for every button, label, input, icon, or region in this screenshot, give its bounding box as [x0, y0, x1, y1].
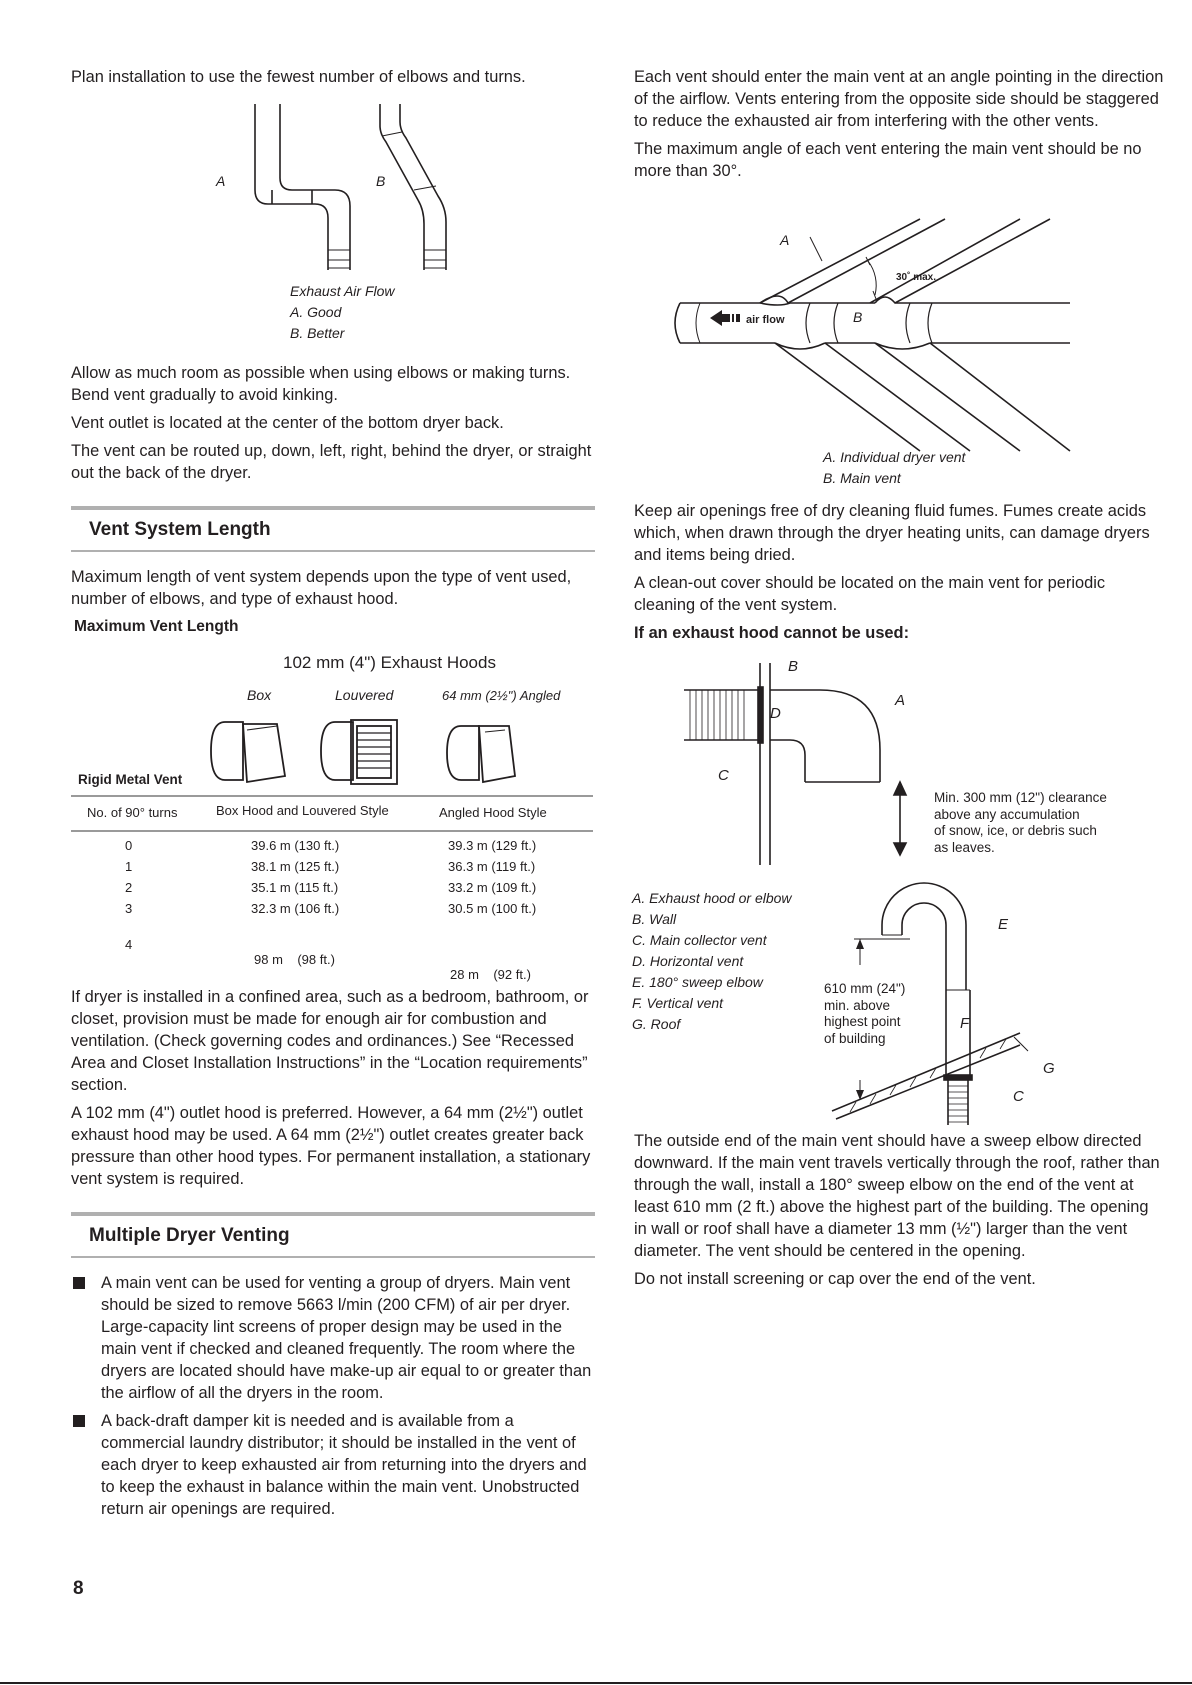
col-box-header: Box Hood and Louvered Style	[216, 803, 389, 818]
hoods-title: 102 mm (4") Exhaust Hoods	[283, 653, 496, 672]
hood-angled-label: 64 mm (2½") Angled	[442, 688, 561, 703]
main-vent-figure	[670, 215, 1080, 455]
cell-box: 32.3 m (106 ft.)	[251, 901, 340, 916]
fig2-label-b: B	[853, 309, 863, 325]
fig1-caption	[290, 281, 395, 344]
hood-icons	[205, 716, 555, 791]
fig3-label-c: C	[718, 767, 729, 784]
col-turns-header: No. of 90° turns	[87, 805, 178, 820]
cell-box: 98 m (98 ft.)	[254, 952, 335, 967]
fig4-label-c: C	[1013, 1088, 1024, 1105]
fig3-label-d: D	[770, 705, 781, 722]
clearance-line: above any accumulation	[934, 806, 1080, 822]
page-bottom-rule	[0, 1682, 1192, 1684]
legend-item: D. Horizontal vent	[632, 953, 744, 969]
rigid-metal-vent-label: Rigid Metal Vent	[78, 772, 183, 787]
dimension-arrow-icon	[856, 939, 864, 949]
confined-area-text: If dryer is installed in a confined area, such as a bedroom, bathroom, or closet, provision must be made for enough air for combustion and ventilation. (Check governing codes and ordinances.) See “Recessed Area and Closet Installation Instructions” in the “Location requirements” section.	[71, 988, 589, 1094]
right-body-2	[634, 1130, 1164, 1296]
cell-angled: 39.3 m (129 ft.)	[448, 838, 537, 853]
elbow-text: Allow as much room as possible when using elbows or making turns. Bend vent gradually to avoid kinking.	[71, 364, 571, 404]
bullet-damper-text: A back-draft damper kit is needed and is available from a commercial laundry distributor; it should be installed in the vent of each dryer to keep exhausted air from returning into the dryers and to keep the exhaust in balance within the main vent. Unobstructed return air openings are required.	[101, 1412, 587, 1518]
roof-height-note	[824, 981, 905, 1047]
fig4-label-f: F	[960, 1015, 970, 1032]
cell-turns: 1	[125, 859, 133, 874]
fig4-label-g: G	[1043, 1060, 1055, 1077]
cell-box: 39.6 m (130 ft.)	[251, 838, 340, 853]
fig1-caption-a: A. Good	[290, 304, 342, 320]
fig2-angle-label: 30˚ max.	[896, 272, 937, 283]
fig2-caption-b: B. Main vent	[823, 470, 901, 486]
fig3-label-b: B	[788, 658, 799, 675]
vent-length-text: Maximum length of vent system depends upon the type of vent used, number of elbows, and type of exhaust hood.	[71, 568, 572, 608]
max-angle-text: The maximum angle of each vent entering the main vent should be no more than 30°.	[634, 140, 1142, 180]
vent-angle-text: Each vent should enter the main vent at an angle pointing in the direction of the airflow. Vents entering from the opposite side should be staggered to reduce the exhausted air from interfering with the other vents.	[634, 68, 1164, 130]
col-angled-header: Angled Hood Style	[439, 805, 547, 820]
fig2-caption	[823, 447, 965, 489]
cell-box: 35.1 m (115 ft.)	[251, 880, 339, 895]
left-body-1	[71, 362, 595, 644]
cell-turns: 3	[125, 901, 133, 916]
roof-note-line: min. above	[824, 997, 891, 1013]
bullet-square-icon	[73, 1415, 85, 1427]
fumes-text: Keep air openings free of dry cleaning fluid fumes. Fumes create acids which, when drawn through the dryer heating units, can damage dryers and items being dried.	[634, 502, 1150, 564]
right-body-1	[634, 500, 1164, 650]
legend-item: C. Main collector vent	[632, 932, 767, 948]
fig2-caption-a: A. Individual dryer vent	[823, 449, 966, 465]
outlet-location-text: Vent outlet is located at the center of the bottom dryer back.	[71, 414, 504, 432]
bullet-square-icon	[73, 1277, 85, 1289]
legend-item: B. Wall	[632, 911, 677, 927]
bullet-main-vent	[71, 1272, 595, 1404]
left-column	[71, 66, 595, 94]
cell-angled: 33.2 m (109 ft.)	[448, 880, 537, 895]
routing-text: The vent can be routed up, down, left, right, behind the dryer, or straight out the back of the dryer.	[71, 442, 592, 482]
hood-louvered-label: Louvered	[335, 687, 394, 703]
fig3-legend	[632, 888, 792, 1035]
section-vent-system-length: Vent System Length	[71, 506, 595, 552]
cell-box: 38.1 m (125 ft.)	[251, 859, 340, 874]
page-number: 8	[73, 1578, 84, 1599]
fig4-label-e: E	[998, 916, 1009, 933]
section-multiple-dryer-venting: Multiple Dryer Venting	[71, 1212, 595, 1258]
legend-item: A. Exhaust hood or elbow	[632, 890, 792, 906]
cell-angled: 30.5 m (100 ft.)	[448, 901, 537, 916]
fig1-caption-title: Exhaust Air Flow	[290, 283, 395, 299]
fig1-caption-b: B. Better	[290, 325, 345, 341]
cell-angled: 36.3 m (119 ft.)	[448, 859, 536, 874]
venting-bullets	[71, 1272, 595, 1520]
fig3-label-a: A	[895, 692, 906, 709]
sweep-elbow-text: The outside end of the main vent should have a sweep elbow directed downward. If the main vent travels vertically through the roof, rather than through the wall, install a 180° sweep elbow on the end of the vent at least 610 mm (2 ft.) above the highest part of the building. The opening in wall or roof shall have a diameter 13 mm (½") larger than the vent diameter. The vent should be centered in the opening.	[634, 1132, 1160, 1260]
clearance-line: Min. 300 mm (12") clearance	[934, 790, 1107, 805]
roof-note-line: highest point	[824, 1014, 901, 1029]
cell-turns: 0	[125, 838, 133, 853]
cell-angled: 28 m (92 ft.)	[450, 967, 531, 982]
no-screening-text: Do not install screening or cap over the end of the vent.	[634, 1270, 1036, 1288]
fig2-airflow-label: air flow	[746, 314, 785, 326]
clearance-note	[934, 790, 1107, 856]
bullet-main-vent-text: A main vent can be used for venting a group of dryers. Main vent should be sized to remove 5663 l/min (200 CFM) of air per dryer. Large-capacity lint screens of proper design may be used in the main vent if checked and cleaned frequently. The room where the dryers are located should have make-up air equal to or greater than the airflow of all the dryers in the room.	[101, 1274, 592, 1402]
legend-item: G. Roof	[632, 1016, 681, 1032]
bullet-damper	[71, 1410, 595, 1520]
cell-turns: 4	[125, 937, 133, 952]
clean-out-text: A clean-out cover should be located on the main vent for periodic cleaning of the vent system.	[634, 574, 1106, 614]
fig1-label-a: A	[216, 173, 226, 189]
clearance-line: of snow, ice, or debris such	[934, 823, 1097, 838]
table-header-row	[71, 795, 593, 832]
hood-box-label: Box	[247, 687, 272, 703]
clearance-line: as leaves.	[934, 839, 995, 855]
roof-note-line: of building	[824, 1030, 886, 1046]
right-column	[634, 66, 1164, 188]
intro-text: Plan installation to use the fewest number of elbows and turns.	[71, 68, 526, 86]
outlet-hood-text: A 102 mm (4") outlet hood is preferred. However, a 64 mm (2½") outlet exhaust hood may be used. A 64 mm (2½") outlet creates greater back pressure than other hood types. For permanent installation, a stationary vent system is required.	[71, 1104, 591, 1188]
roof-note-line: 610 mm (24")	[824, 981, 906, 996]
fig2-label-a: A	[780, 232, 790, 248]
table-title: Maximum Vent Length	[74, 618, 239, 635]
legend-item: F. Vertical vent	[632, 995, 724, 1011]
wall-exhaust-figure	[680, 655, 930, 865]
fig1-label-b: B	[376, 173, 386, 189]
legend-item: E. 180° sweep elbow	[632, 974, 763, 990]
no-exhaust-hood-heading: If an exhaust hood cannot be used:	[634, 624, 910, 642]
left-body-2	[71, 986, 595, 1526]
cell-turns: 2	[125, 880, 133, 895]
